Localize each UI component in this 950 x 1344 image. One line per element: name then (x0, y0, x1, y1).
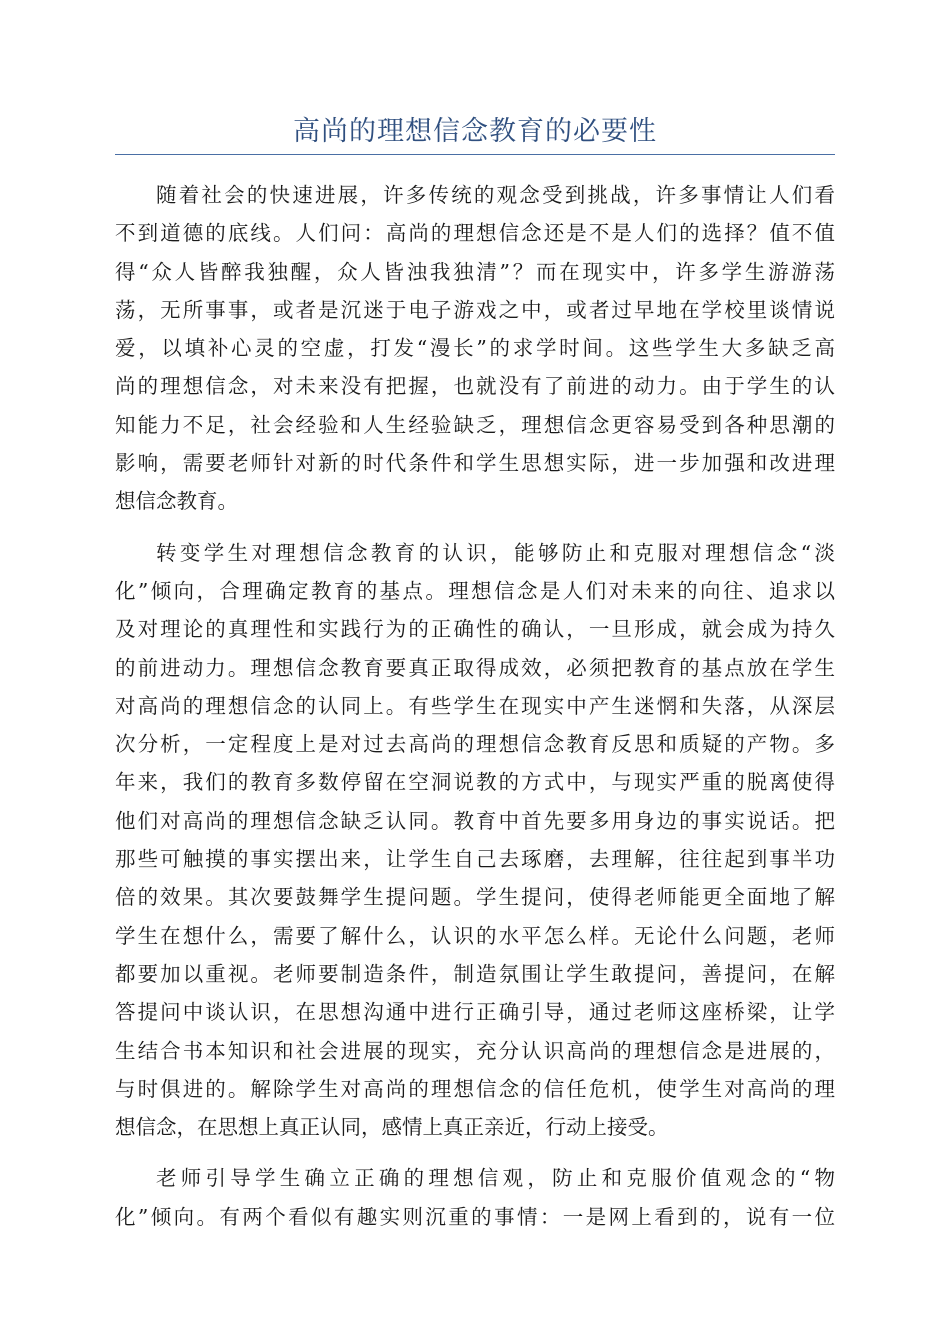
paragraph-line: 随着社会的快速进展，许多传统的观念受到挑战，许多事情让人们看 (156, 183, 835, 207)
paragraph-line: 化”倾向，合理确定教育的基点。理想信念是人们对未来的向往、追求以 (115, 578, 835, 603)
paragraph-line: 转变学生对理想信念教育的认识，能够防止和克服对理想信念“淡 (156, 540, 835, 565)
paragraph (115, 534, 835, 1147)
paragraph-line: 尚的理想信念，对未来没有把握，也就没有了前进的动力。由于学生的认 (115, 374, 835, 399)
paragraph-line: 的前进动力。理想信念教育要真正取得成效，必须把教育的基点放在学生 (115, 655, 835, 680)
paragraph-line: 知能力不足，社会经验和人生经验缺乏，理想信念更容易受到各种思潮的 (115, 412, 835, 437)
paragraph-line: 那些可触摸的事实摆出来，让学生自己去琢磨，去理解，往往起到事半功 (115, 847, 835, 872)
paragraph-line: 对高尚的理想信念的认同上。有些学生在现实中产生迷惘和失落，从深层 (115, 693, 835, 718)
paragraph-line: 学生在想什么，需要了解什么，认识的水平怎么样。无论什么问题，老师 (115, 923, 835, 948)
paragraph-line: 倍的效果。其次要鼓舞学生提问题。学生提问，使得老师能更全面地了解 (115, 885, 835, 910)
paragraph-line: 不到道德的底线。人们问：高尚的理想信念还是不是人们的选择？值不值 (115, 221, 835, 246)
paragraph-line: 年来，我们的教育多数停留在空洞说教的方式中，与现实严重的脱离使得 (115, 770, 835, 795)
paragraph-line: 与时俱进的。解除学生对高尚的理想信念的信任危机，使学生对高尚的理 (115, 1076, 835, 1101)
paragraph-line: 及对理论的真理性和实践行为的正确性的确认，一旦形成，就会成为持久 (115, 617, 835, 642)
document-title: 高尚的理想信念教育的必要性 (293, 116, 657, 147)
paragraph-line: 他们对高尚的理想信念缺乏认同。教育中首先要多用身边的事实说话。把 (115, 808, 835, 833)
paragraph-line: 都要加以重视。老师要制造条件，制造氛围让学生敢提问，善提问，在解 (115, 961, 835, 986)
paragraph-line: 得“众人皆醉我独醒，众人皆浊我独清”？而在现实中，许多学生游游荡 (115, 259, 835, 284)
paragraph-line: 生结合书本知识和社会进展的现实，充分认识高尚的理想信念是进展的， (115, 1038, 835, 1063)
paragraph (115, 176, 835, 521)
paragraph-line: 想信念，在思想上真正认同，感情上真正亲近，行动上接受。 (115, 1115, 669, 1140)
paragraph-line: 想信念教育。 (115, 489, 238, 514)
paragraph-line: 化”倾向。有两个看似有趣实则沉重的事情：一是网上看到的，说有一位 (115, 1204, 835, 1229)
paragraph-line: 老师引导学生确立正确的理想信观，防止和克服价值观念的“物 (156, 1166, 835, 1191)
paragraph-line: 爱，以填补心灵的空虚，打发“漫长”的求学时间。这些学生大多缺乏高 (115, 336, 835, 361)
paragraph-line: 荡，无所事事，或者是沉迷于电子游戏之中，或者过早地在学校里谈情说 (115, 297, 835, 322)
paragraph-line: 影响，需要老师针对新的时代条件和学生思想实际，进一步加强和改进理 (115, 451, 835, 476)
paragraph-line: 答提问中谈认识，在思想沟通中进行正确引导，通过老师这座桥梁，让学 (115, 1000, 835, 1025)
document-body (115, 176, 835, 1249)
paragraph (115, 1159, 835, 1236)
title-underline (115, 154, 835, 155)
paragraph-line: 次分析，一定程度上是对过去高尚的理想信念教育反思和质疑的产物。多 (115, 732, 835, 757)
